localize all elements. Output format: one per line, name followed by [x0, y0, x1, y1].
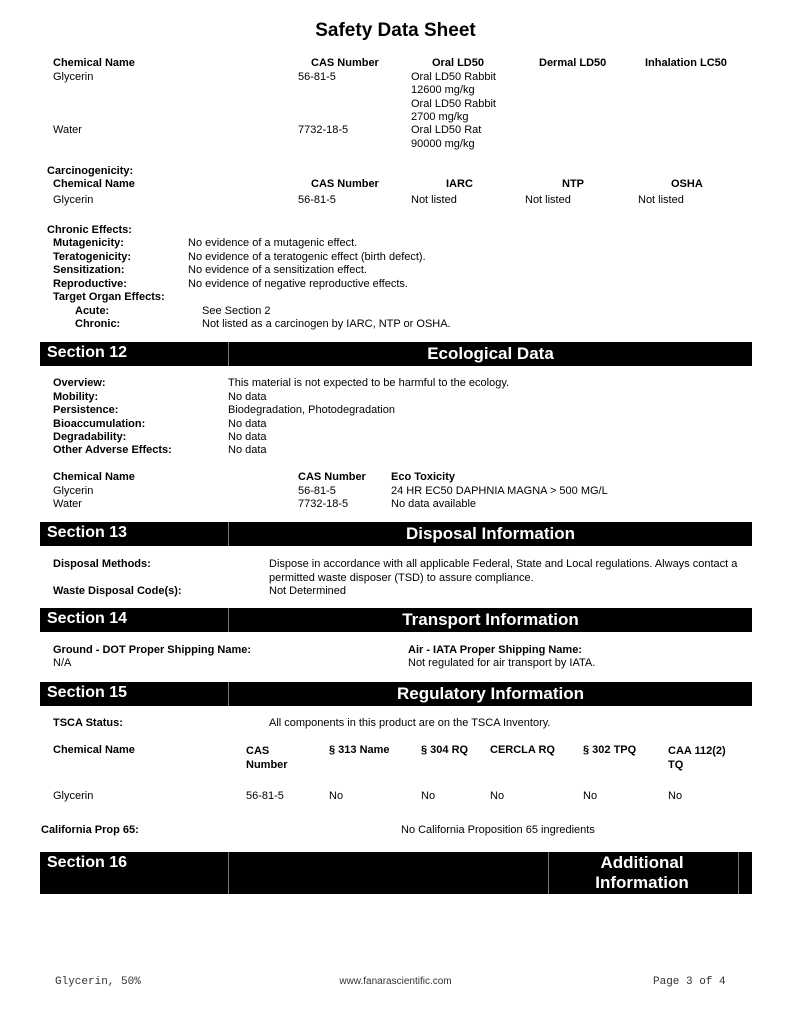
section-title: Ecological Data — [427, 344, 554, 363]
table-cell: 90000 mg/kg — [411, 138, 475, 150]
table-cell: Glycerin — [53, 194, 94, 206]
table-cell: 2700 mg/kg — [411, 111, 469, 123]
section-title: Transport Information — [402, 610, 579, 629]
table-cell: Glycerin — [53, 71, 94, 83]
table-cell: Not listed — [525, 194, 571, 206]
section-number: Section 13 — [47, 524, 128, 541]
prop65-value: No California Proposition 65 ingredients — [401, 824, 595, 836]
air-shipping-value: Not regulated for air transport by IATA. — [408, 657, 596, 669]
section-title: Additional Information — [595, 853, 689, 892]
field-label: Teratogenicity: — [53, 251, 132, 263]
col-header-cas: CAS Number — [246, 745, 288, 771]
col-header-chemical-name: Chemical Name — [53, 57, 135, 69]
table-cell: 56-81-5 — [298, 71, 336, 83]
field-value: This material is not expected to be harmful to the ecology. — [228, 377, 510, 389]
carcinogenicity-heading: Carcinogenicity: — [47, 165, 134, 177]
chronic-label: Chronic: — [75, 318, 121, 330]
table-cell: No data available — [391, 498, 477, 510]
col-header-cercla: CERCLA RQ — [490, 744, 555, 756]
section-divider — [738, 852, 739, 894]
field-value: Biodegradation, Photodegradation — [228, 404, 395, 416]
table-cell: 7732-18-5 — [298, 124, 349, 136]
acute-value: See Section 2 — [202, 305, 271, 317]
footer-product: Glycerin, 50% — [55, 976, 141, 988]
col-header-osha: OSHA — [671, 178, 703, 190]
col-header-dermal-ld50: Dermal LD50 — [539, 57, 607, 69]
field-label: Overview: — [53, 377, 106, 389]
table-cell: Oral LD50 Rabbit — [411, 98, 496, 110]
field-value: No evidence of a mutagenic effect. — [188, 237, 358, 249]
field-value: No data — [228, 444, 267, 456]
page-title: Safety Data Sheet — [315, 20, 476, 41]
field-label: Persistence: — [53, 404, 119, 416]
field-value: No evidence of a sensitization effect. — [188, 264, 367, 276]
footer-website: www.fanarascientific.com — [339, 976, 452, 987]
table-cell: Glycerin — [53, 790, 94, 802]
table-cell: Water — [53, 124, 82, 136]
table-cell: 56-81-5 — [298, 194, 336, 206]
section-title: Regulatory Information — [396, 684, 584, 703]
field-value: No evidence of negative reproductive effects. — [188, 278, 408, 290]
field-label: Other Adverse Effects: — [53, 444, 172, 456]
footer-page-number: Page 3 of 4 — [653, 976, 726, 988]
section-12-header — [40, 342, 752, 366]
col-header-s313: § 313 Name — [329, 744, 390, 756]
disposal-methods-label: Disposal Methods: — [53, 558, 151, 570]
field-value: No evidence of a teratogenic effect (birth defect). — [188, 251, 426, 263]
col-header-s304: § 304 RQ — [421, 744, 469, 756]
table-cell: Oral LD50 Rabbit — [411, 71, 496, 83]
section-title: Disposal Information — [405, 524, 576, 543]
section-number: Section 15 — [47, 684, 128, 701]
waste-code-label: Waste Disposal Code(s): — [53, 585, 182, 597]
table-cell: Glycerin — [53, 485, 94, 497]
section-13-header — [40, 522, 752, 546]
section-number: Section 12 — [47, 344, 128, 361]
table-cell: No — [329, 790, 344, 802]
disposal-methods-value: Dispose in accordance with all applicable Federal, State and Local regulations. Always contact a permitted waste disposer (TSD) to assure compliance. — [269, 558, 738, 584]
tsca-label: TSCA Status: — [53, 717, 123, 729]
field-label: Bioaccumulation: — [53, 418, 146, 430]
col-header-chemical-name: Chemical Name — [53, 744, 135, 756]
col-header-oral-ld50: Oral LD50 — [432, 57, 484, 69]
acute-label: Acute: — [75, 305, 110, 317]
col-header-cas: CAS Number — [311, 57, 379, 69]
field-label: Degradability: — [53, 431, 127, 443]
ground-shipping-value: N/A — [53, 657, 72, 669]
table-cell: No — [421, 790, 436, 802]
table-cell: No — [583, 790, 598, 802]
field-label: Mobility: — [53, 391, 99, 403]
col-header-caa: CAA 112(2) TQ — [668, 745, 726, 771]
col-header-s302: § 302 TPQ — [583, 744, 637, 756]
chronic-effects-heading: Chronic Effects: — [47, 224, 132, 236]
col-header-iarc: IARC — [446, 178, 473, 190]
tsca-value: All components in this product are on the TSCA Inventory. — [269, 717, 551, 729]
section-14-header — [40, 608, 752, 632]
section-number: Section 16 — [47, 854, 128, 871]
table-cell: No — [668, 790, 683, 802]
target-organ-label: Target Organ Effects: — [53, 291, 165, 303]
col-header-inhalation-lc50: Inhalation LC50 — [645, 57, 727, 69]
field-label: Mutagenicity: — [53, 237, 124, 249]
air-shipping-label: Air - IATA Proper Shipping Name: — [408, 644, 582, 656]
table-cell: 56-81-5 — [246, 790, 284, 802]
table-cell: 7732-18-5 — [298, 498, 349, 510]
field-value: No data — [228, 431, 267, 443]
table-cell: 56-81-5 — [298, 485, 336, 497]
chronic-value: Not listed as a carcinogen by IARC, NTP or OSHA. — [202, 318, 451, 330]
col-header-cas: CAS Number — [298, 471, 366, 483]
col-header-cas: CAS Number — [311, 178, 379, 190]
section-divider — [228, 852, 229, 894]
table-cell: Water — [53, 498, 82, 510]
table-cell: 12600 mg/kg — [411, 84, 475, 96]
table-cell: Not listed — [411, 194, 457, 206]
col-header-eco-toxicity: Eco Toxicity — [391, 471, 455, 483]
field-value: No data — [228, 391, 267, 403]
table-cell: 24 HR EC50 DAPHNIA MAGNA > 500 MG/L — [391, 485, 608, 497]
waste-code-value: Not Determined — [269, 585, 347, 597]
prop65-label: California Prop 65: — [41, 824, 139, 836]
col-header-chemical-name: Chemical Name — [53, 471, 135, 483]
section-16-header — [40, 852, 752, 894]
table-cell: Oral LD50 Rat — [411, 124, 482, 136]
col-header-ntp: NTP — [562, 178, 584, 190]
field-value: No data — [228, 418, 267, 430]
section-number: Section 14 — [47, 610, 128, 627]
table-cell: Not listed — [638, 194, 684, 206]
field-label: Sensitization: — [53, 264, 125, 276]
field-label: Reproductive: — [53, 278, 127, 290]
ground-shipping-label: Ground - DOT Proper Shipping Name: — [53, 644, 251, 656]
table-cell: No — [490, 790, 505, 802]
section-15-header — [40, 682, 752, 706]
section-divider — [548, 852, 549, 894]
col-header-chemical-name: Chemical Name — [53, 178, 135, 190]
